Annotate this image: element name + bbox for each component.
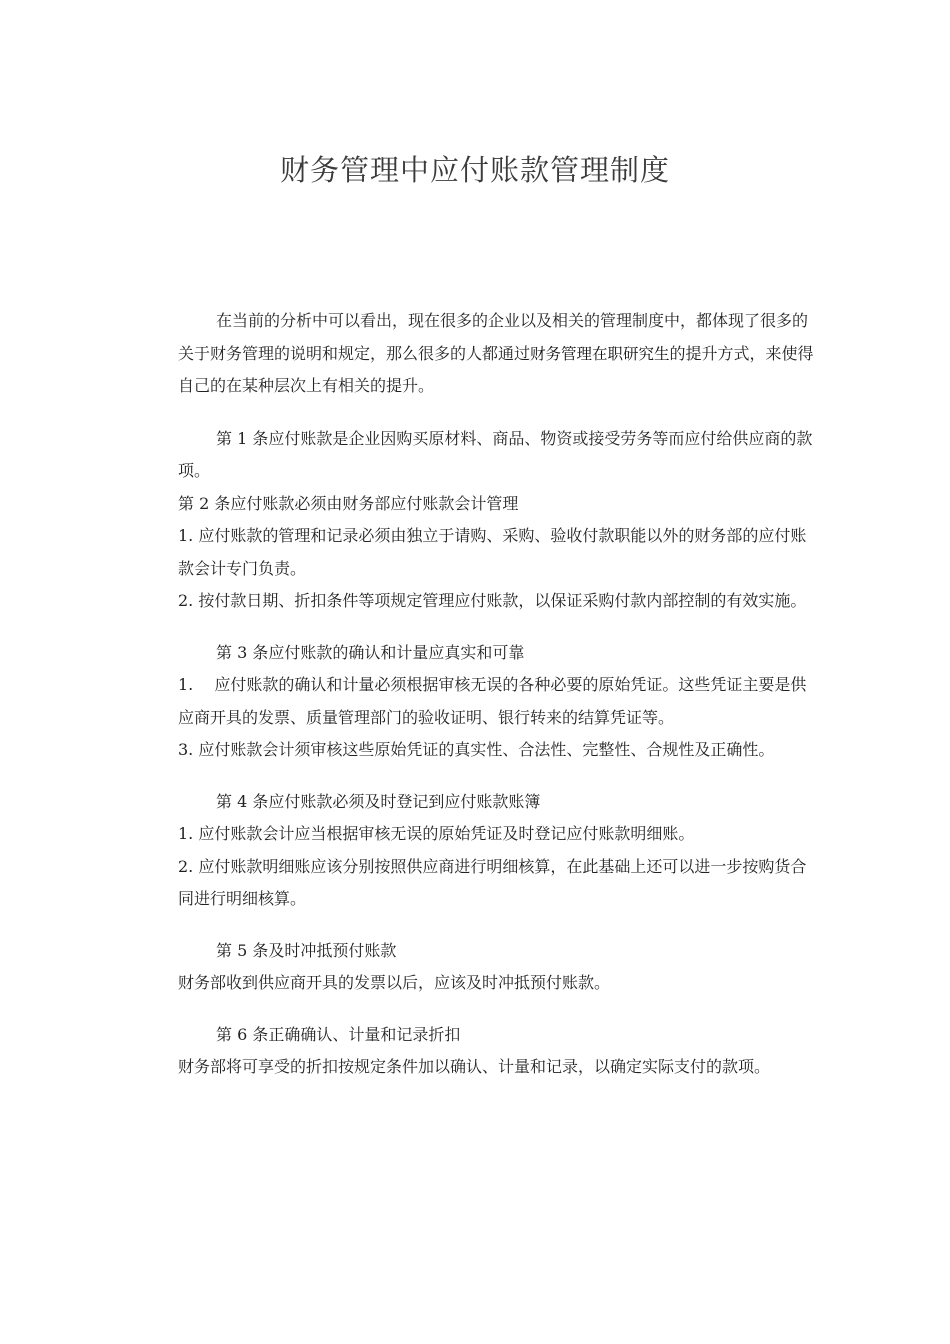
article-2-heading: 第 2 条应付账款必须由财务部应付账款会计管理 [178, 493, 519, 513]
article-5-body: 财务部收到供应商开具的发票以后，应该及时冲抵预付账款。 [178, 973, 611, 992]
article-4-item-2: 2. 应付账款明细账应该分别按照供应商进行明细核算，在此基础上还可以进一步按购货合同进行明细核算。 [178, 856, 807, 908]
article-2-item-1: 1. 应付账款的管理和记录必须由独立于请购、采购、验收付款职能以外的财务部的应付账款会计专门负责。 [178, 526, 807, 578]
article-4-item-1: 1. 应付账款会计应当根据审核无误的原始凭证及时登记应付账款明细账。 [178, 824, 695, 843]
article-1: 第 1 条应付账款是企业因购买原材料、商品、物资或接受劳务等而应付给供应商的款项。 [178, 428, 813, 480]
document-title: 财务管理中应付账款管理制度 [279, 153, 670, 187]
article-3-item-1: 1. 应付账款的确认和计量必须根据审核无误的各种必要的原始凭证。这些凭证主要是供应商开具的发票、质量管理部门的验收证明、银行转来的结算凭证等。 [178, 675, 807, 727]
intro-paragraph [178, 305, 818, 403]
intro-text-before: 在当前的分析中可以看出，现在很多的企业以及相关的管理制度中，都体现了很多的关于财务管理的说明和规定，那么很多的人都通过 [178, 311, 809, 363]
article-6-heading: 第 6 条正确确认、计量和记录折扣 [216, 1024, 461, 1044]
article-4-heading: 第 4 条应付账款必须及时登记到应付账款账簿 [216, 791, 541, 811]
intro-text-after: 的提升方式，来使得自己的在某种层次上有相关的提升。 [178, 343, 814, 395]
document-body [178, 305, 818, 1084]
article-5-heading: 第 5 条及时冲抵预付账款 [216, 940, 397, 960]
article-6-body: 财务部将可享受的折扣按规定条件加以确认、计量和记录，以确定实际支付的款项。 [178, 1057, 771, 1076]
intro-highlight-link[interactable]: 财务管理在职研究生 [530, 344, 670, 363]
article-2-item-2: 2. 按付款日期、折扣条件等项规定管理应付账款，以保证采购付款内部控制的有效实施。 [178, 591, 807, 610]
article-3-item-2: 3. 应付账款会计须审核这些原始凭证的真实性、合法性、完整性、合规性及正确性。 [178, 740, 775, 759]
article-3-heading: 第 3 条应付账款的确认和计量应真实和可靠 [216, 642, 525, 662]
